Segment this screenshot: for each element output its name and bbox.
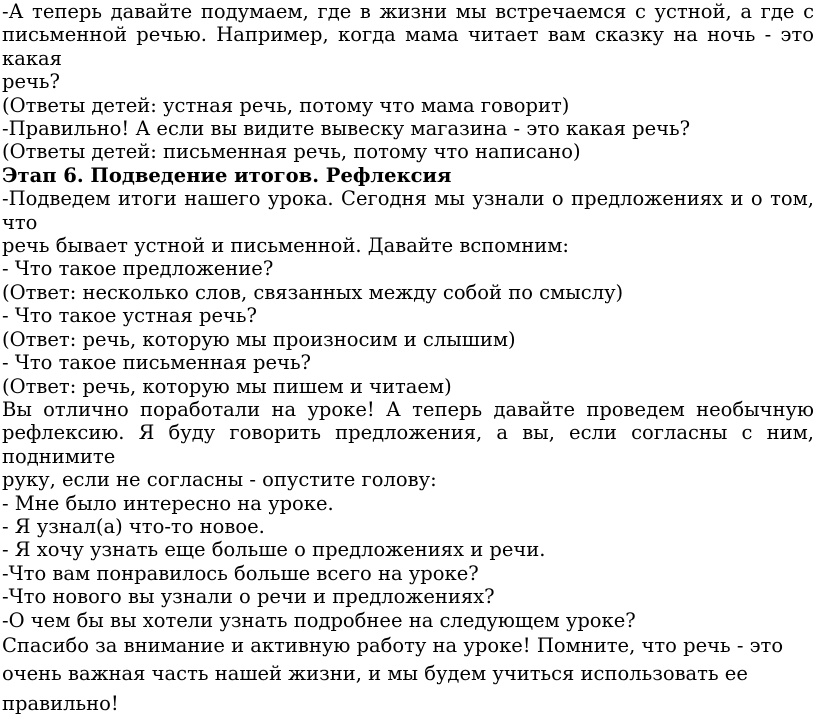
text-line: -Правильно! А если вы видите вывеску магазина - это какая речь? xyxy=(2,117,691,141)
reflection-item: - Я узнал(а) что-то новое. xyxy=(2,514,265,538)
text-line: руку, если не согласны - опустите голову: xyxy=(2,468,437,492)
reflection-question: -Что нового вы узнали о речи и предложениях? xyxy=(2,585,495,609)
answer-line: (Ответ: речь, которую мы произносим и слышим) xyxy=(2,327,516,351)
answer-line: (Ответ: несколько слов, связанных между собой по смыслу) xyxy=(2,280,624,304)
reflection-question: -О чем бы вы хотели узнать подробнее на следующем уроке? xyxy=(2,608,636,632)
question-line: - Что такое письменная речь? xyxy=(2,351,312,375)
text-line: речь бывает устной и письменной. Давайте вспомним: xyxy=(2,234,569,258)
text-line: письменной речью. Например, когда мама читает вам сказку на ночь - это какая xyxy=(2,23,814,70)
text-line: (Ответы детей: устная речь, потому что мама говорит) xyxy=(2,93,570,117)
section-heading: Этап 6. Подведение итогов. Рефлексия xyxy=(2,163,452,187)
text-line: (Ответы детей: письменная речь, потому что написано) xyxy=(2,140,581,164)
closing-line: Спасибо за внимание и активную работу на уроке! Помните, что речь - это xyxy=(2,633,784,657)
text-line: речь? xyxy=(2,70,60,94)
closing-line: правильно! xyxy=(2,691,119,715)
text-line: рефлексию. Я буду говорить предложения, а вы, если согласны с ним, поднимите xyxy=(2,421,814,468)
text-line: -А теперь давайте подумаем, где в жизни мы встречаемся с устной, а где с xyxy=(2,0,814,23)
reflection-item: - Мне было интересно на уроке. xyxy=(2,491,334,515)
question-line: - Что такое устная речь? xyxy=(2,304,257,328)
question-line: - Что такое предложение? xyxy=(2,257,274,281)
reflection-question: -Что вам понравилось больше всего на уроке? xyxy=(2,561,479,585)
closing-line: очень важная часть нашей жизни, и мы будем учиться использовать ее xyxy=(2,662,748,686)
text-line: -Подведем итоги нашего урока. Сегодня мы узнали о предложениях и о том, что xyxy=(2,187,814,234)
answer-line: (Ответ: речь, которую мы пишем и читаем) xyxy=(2,374,452,398)
text-line: Вы отлично поработали на уроке! А теперь давайте проведем необычную xyxy=(2,397,814,421)
reflection-item: - Я хочу узнать еще больше о предложениях и речи. xyxy=(2,538,546,562)
